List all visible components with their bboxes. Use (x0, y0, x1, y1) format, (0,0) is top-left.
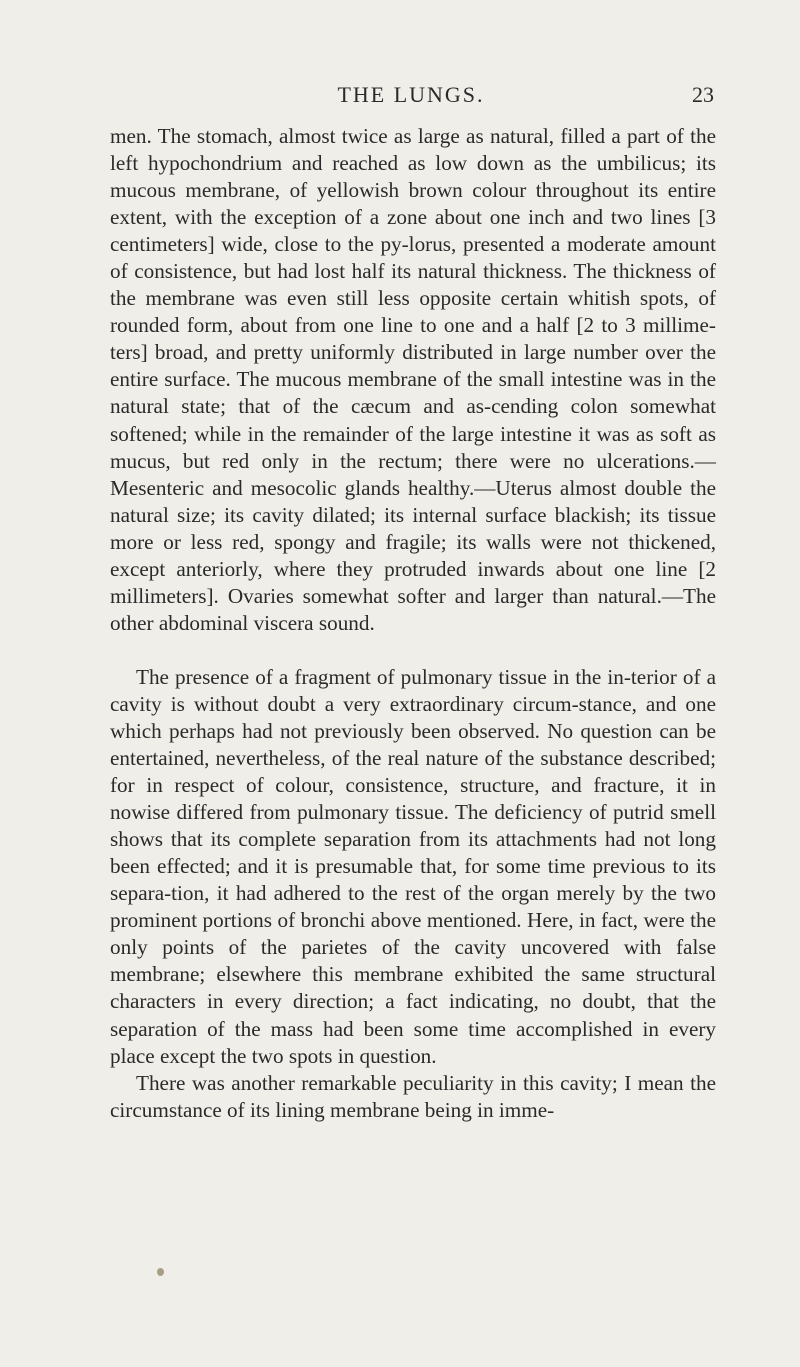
paragraph-autopsy-continuation: men. The stomach, almost twice as large as natural, filled a part of the left hypochondrium and reached as low down as the umbilicus; its mucous membrane, of yellowish brown colour throughout its entire extent, with the exception of a zone about one inch and two lines [3 centimeters] wide, close to the py-lorus, presented a moderate amount of consistence, but had lost half its natural thickness. The thickness of the membrane was even still less opposite certain whitish spots, of rounded form, about from one line to one and a half [2 to 3 millime-ters] broad, and pretty uniformly distributed in large number over the entire surface. The mucous membrane of the small intestine was in the natural state; that of the cæcum and as-cending colon somewhat softened; while in the remainder of the large intestine it was as soft as mucus, but red only in the rectum; there were no ulcerations.—Mesenteric and mesocolic glands healthy.—Uterus almost double the natural size; its cavity dilated; its internal surface blackish; its tissue more or less red, spongy and fragile; its walls were not thickened, except anteriorly, where they protruded inwards about one line [2 millimeters]. Ovaries somewhat softer and larger than natural.—The other abdominal viscera sound. (110, 124, 716, 635)
body-text (110, 123, 716, 1124)
paragraph-cavity-peculiarity: There was another remarkable peculiarity in this cavity; I mean the circumstance of its lining membrane being in imme- (110, 1070, 716, 1122)
ink-spot (157, 1268, 164, 1276)
page-number: 23 (692, 82, 714, 107)
chapter-title: THE LUNGS. (337, 82, 485, 107)
running-head (108, 80, 714, 114)
paragraph-pulmonary-fragment: The presence of a fragment of pulmonary tissue in the in-terior of a cavity is without doubt a very extraordinary circum-stance, and one which perhaps had not previously been observed. No question can be entertained, nevertheless, of the real nature of the substance described; for in respect of colour, consistence, structure, and fracture, it in nowise differed from pulmonary tissue. The deficiency of putrid smell shows that its complete separation from its attachments had not long been effected; and it is presumable that, for some time previous to its separa-tion, it had adhered to the rest of the organ merely by the two prominent portions of bronchi above mentioned. Here, in fact, were the only points of the parietes of the cavity uncovered with false membrane; elsewhere this membrane exhibited the same structural characters in every direction; a fact indicating, no doubt, that the separation of the mass had been some time accomplished in every place except the two spots in question. (110, 664, 716, 1068)
